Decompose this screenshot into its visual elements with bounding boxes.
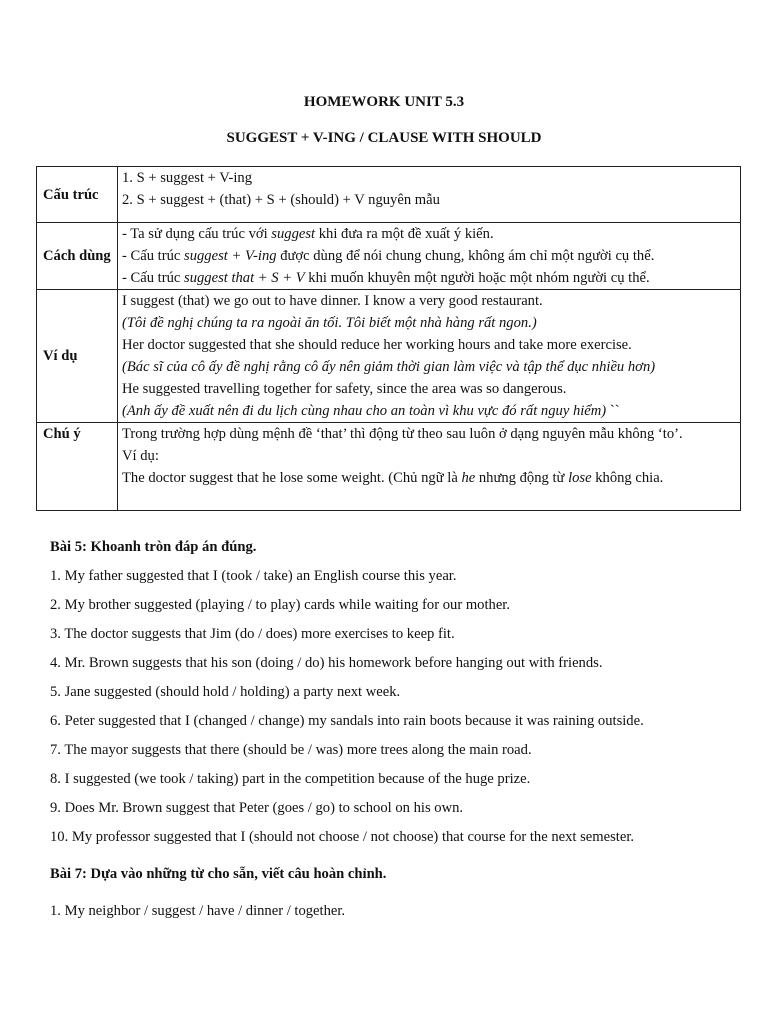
document-subtitle: SUGGEST + V-ING / CLAUSE WITH SHOULD [226,130,542,146]
exercise-5-item: 5. Jane suggested (should hold / holding) a party next week. [50,684,401,700]
example-1-translation: (Tôi đề nghị chúng ta ra ngoài ăn tối. Tôi biết một nhà hàng rất ngon.) [122,315,537,331]
exercise-5-item: 8. I suggested (we took / taking) part in the competition because of the huge prize. [50,771,531,787]
exercise-5-item: 6. Peter suggested that I (changed / change) my sandals into rain boots because it was raining outside. [50,713,644,729]
row-label-note: Chú ý [37,423,118,511]
example-2-translation: (Bác sĩ của cô ấy đề nghị rằng cô ấy nên giảm thời gian làm việc và tập thể dục nhiều hơn) [122,359,656,375]
exercise-7-item: 1. My neighbor / suggest / have / dinner / together. [50,903,346,919]
row-label-structure: Cấu trúc [37,167,118,223]
exercise-5-item: 7. The mayor suggests that there (should be / was) more trees along the main road. [50,742,532,758]
document-title: HOMEWORK UNIT 5.3 [303,94,465,110]
usage-line-1: - Ta sử dụng cấu trúc với suggest khi đưa ra một đề xuất ý kiến. [122,226,494,242]
note-text: Trong trường hợp dùng mệnh đề ‘that’ thì động từ theo sau luôn ở dạng nguyên mẫu không ‘to’. [122,426,683,442]
exercise-5-heading: Bài 5: Khoanh tròn đáp án đúng. [50,539,257,555]
exercise-5-item: 9. Does Mr. Brown suggest that Peter (goes / go) to school on his own. [50,800,464,816]
usage-line-3: - Cấu trúc suggest that + S + V khi muốn khuyên một người hoặc một nhóm người cụ thể. [122,270,650,286]
exercise-5-item: 1. My father suggested that I (took / take) an English course this year. [50,568,457,584]
table-row-usage [37,223,741,290]
row-label-usage: Cách dùng [37,223,118,290]
exercise-5-item: 10. My professor suggested that I (should not choose / not choose) that course for the next semester. [50,829,635,845]
exercise-5-item: 3. The doctor suggests that Jim (do / does) more exercises to keep fit. [50,626,455,642]
note-example: The doctor suggest that he lose some weight. (Chủ ngữ là he nhưng động từ lose không chia. [122,470,664,486]
grammar-table [36,166,741,511]
structure-line-2: 2. S + suggest + (that) + S + (should) + V nguyên mẫu [122,192,440,208]
example-2: Her doctor suggested that she should reduce her working hours and take more exercise. [122,337,632,353]
structure-line-1: 1. S + suggest + V-ing [122,170,252,186]
row-label-examples: Ví dụ [37,290,118,423]
example-3: He suggested travelling together for safety, since the area was so dangerous. [122,381,567,397]
exercise-7-heading: Bài 7: Dựa vào những từ cho sẵn, viết câu hoàn chỉnh. [50,866,387,882]
table-row-structure [37,167,741,223]
table-row-note [37,423,741,511]
example-1: I suggest (that) we go out to have dinner. I know a very good restaurant. [122,293,543,309]
example-3-translation-line: (Anh ấy đề xuất nên đi du lịch cùng nhau cho an toàn vì khu vực đó rất nguy hiểm) `` [122,403,620,419]
row-content-usage [118,223,741,290]
exercise-5-item: 4. Mr. Brown suggests that his son (doing / do) his homework before hanging out with friends. [50,655,603,671]
usage-line-2: - Cấu trúc suggest + V-ing được dùng để nói chung chung, không ám chỉ một người cụ thể. [122,248,655,264]
row-content-note [118,423,741,511]
exercise-5-item: 2. My brother suggested (playing / to play) cards while waiting for our mother. [50,597,511,613]
row-content-structure [118,167,741,223]
note-example-label: Ví dụ: [122,448,159,464]
table-row-examples [37,290,741,423]
row-content-examples [118,290,741,423]
